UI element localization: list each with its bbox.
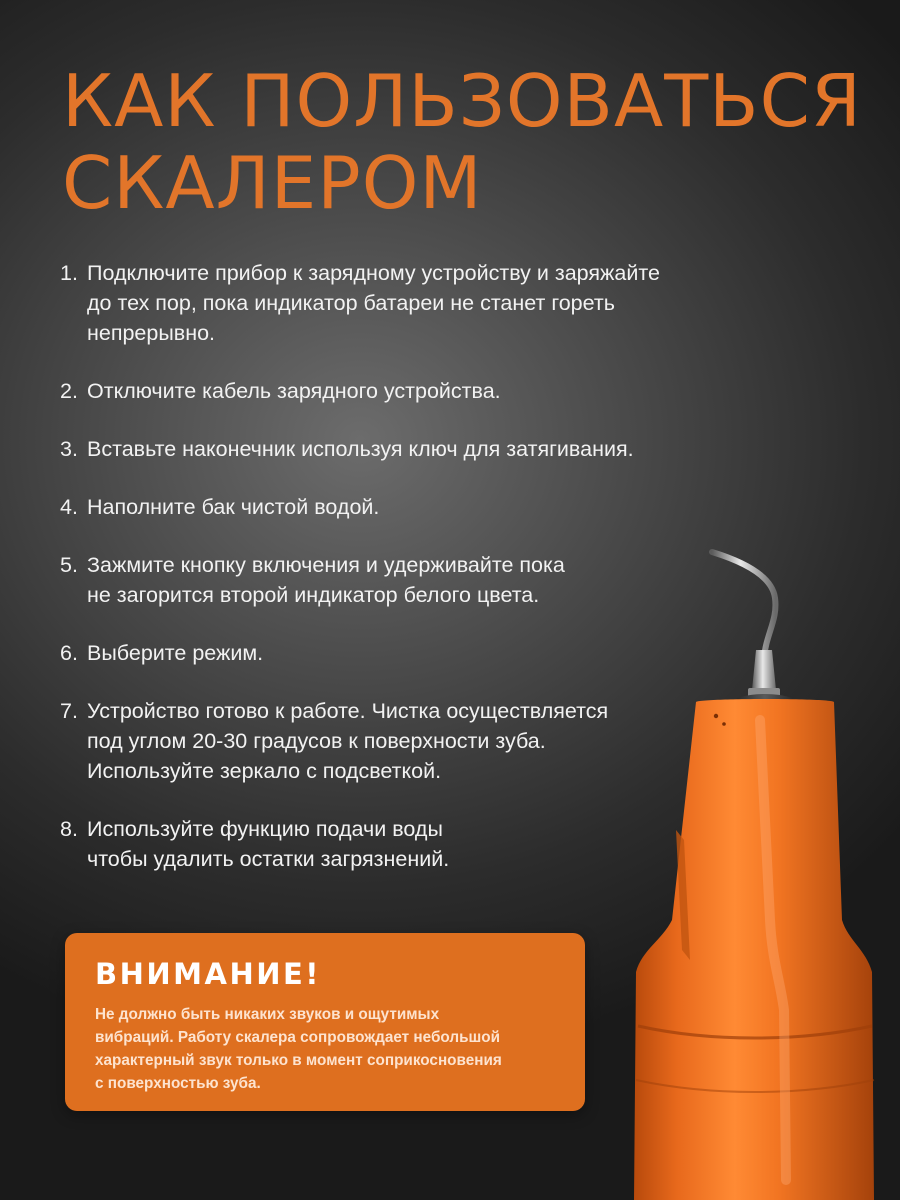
page-title bbox=[62, 60, 862, 224]
warning-heading: ВНИМАНИЕ! bbox=[95, 957, 322, 991]
step-text-line: Вставьте наконечник используя ключ для затягивания. bbox=[87, 437, 634, 461]
step-text-line: Отключите кабель зарядного устройства. bbox=[87, 379, 501, 403]
step-number: 8. bbox=[60, 817, 78, 841]
scaler-device-image bbox=[620, 540, 900, 1200]
step-item bbox=[60, 376, 720, 406]
step-number: 4. bbox=[60, 495, 78, 519]
warning-box bbox=[65, 933, 585, 1111]
step-item bbox=[60, 492, 720, 522]
step-number: 2. bbox=[60, 379, 78, 403]
step-number: 1. bbox=[60, 261, 78, 285]
step-text-line: Выберите режим. bbox=[87, 641, 264, 665]
step-item bbox=[60, 434, 720, 464]
step-text-line: Используйте зеркало с подсветкой. bbox=[87, 759, 442, 783]
warning-text-line: характерный звук только в момент соприкосновения bbox=[95, 1052, 502, 1069]
title-line-1: КАК ПОЛЬЗОВАТЬСЯ bbox=[62, 59, 862, 143]
step-item bbox=[60, 258, 720, 348]
step-text-line: Устройство готово к работе. Чистка осуществляется bbox=[87, 699, 609, 723]
step-text-line: Наполните бак чистой водой. bbox=[87, 495, 380, 519]
step-number: 7. bbox=[60, 699, 78, 723]
step-number: 6. bbox=[60, 641, 78, 665]
step-text-line: до тех пор, пока индикатор батареи не станет гореть bbox=[87, 291, 615, 315]
vent-hole bbox=[714, 714, 718, 718]
step-number: 5. bbox=[60, 553, 78, 577]
step-text-line: чтобы удалить остатки загрязнений. bbox=[87, 847, 450, 871]
step-number: 3. bbox=[60, 437, 78, 461]
step-text-line: Подключите прибор к зарядному устройству и заряжайте bbox=[87, 261, 660, 285]
warning-text-line: вибраций. Работу скалера сопровождает небольшой bbox=[95, 1029, 500, 1046]
scaler-tip-shaft bbox=[752, 650, 776, 690]
step-text-line: непрерывно. bbox=[87, 321, 216, 345]
title-line-2: СКАЛЕРОМ bbox=[62, 141, 483, 225]
scaler-tip bbox=[712, 552, 775, 658]
warning-text bbox=[95, 1003, 557, 1095]
warning-text-line: Не должно быть никаких звуков и ощутимых bbox=[95, 1006, 440, 1023]
vent-hole bbox=[722, 722, 726, 726]
step-text-line: Используйте функцию подачи воды bbox=[87, 817, 443, 841]
scaler-body bbox=[634, 699, 874, 1200]
step-text-line: Зажмите кнопку включения и удерживайте пока bbox=[87, 553, 565, 577]
warning-text-line: с поверхностью зуба. bbox=[95, 1075, 261, 1092]
step-text-line: под углом 20-30 градусов к поверхности зуба. bbox=[87, 729, 546, 753]
step-text-line: не загорится второй индикатор белого цвета. bbox=[87, 583, 540, 607]
